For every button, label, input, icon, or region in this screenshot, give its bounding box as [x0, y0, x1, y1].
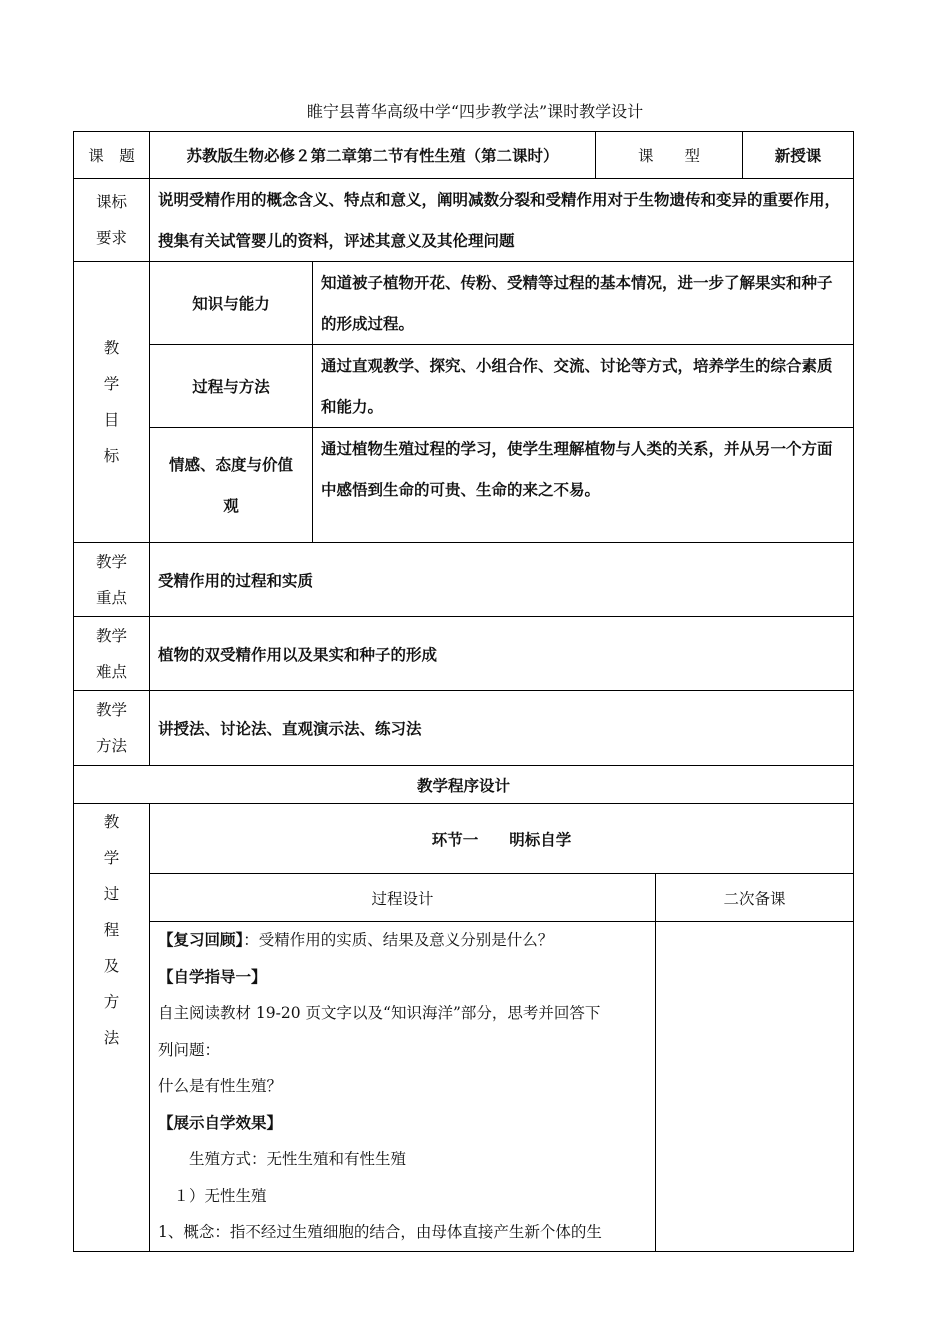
process-line — [158, 1068, 649, 1105]
goal-row-knowledge — [74, 262, 854, 345]
process-content-row — [74, 922, 854, 1252]
process-line-text: 生殖方式：无性生殖和有性生殖 — [158, 1150, 407, 1168]
process-line — [158, 1141, 649, 1178]
standard-label: 课标 要求 — [74, 179, 150, 262]
difficulty-label: 教学 难点 — [74, 617, 150, 691]
process-line — [158, 1214, 649, 1251]
lesson-plan-table — [73, 131, 854, 1252]
process-side-label: 教 学 过 程 及 方 法 — [103, 813, 120, 1047]
process-line — [158, 959, 649, 996]
stage-row — [74, 804, 854, 874]
topic-value: 苏教版生物必修２第二章第二节有性生殖（第二课时） — [150, 132, 596, 179]
method-text: 讲授法、讨论法、直观演示法、练习法 — [150, 691, 854, 766]
process-design-header: 过程设计 — [150, 874, 656, 922]
process-content — [150, 922, 656, 1252]
method-row — [74, 691, 854, 766]
topic-row — [74, 132, 854, 179]
goal-label-process: 过程与方法 — [150, 345, 313, 428]
program-title: 教学程序设计 — [74, 766, 854, 804]
stage-title: 环节一 明标自学 — [150, 804, 854, 874]
method-label: 教学 方法 — [74, 691, 150, 766]
process-line-text: 自主阅读教材 19-20 页文字以及“知识海洋”部分，思考并回答下 — [158, 1004, 601, 1022]
type-value: 新授课 — [743, 132, 854, 179]
standard-text: 说明受精作用的概念含义、特点和意义，阐明减数分裂和受精作用对于生物遗传和变异的重要作用，搜集有关试管婴儿的资料，评述其意义及其伦理问题 — [150, 179, 854, 262]
process-header-row — [74, 874, 854, 922]
goal-row-process — [74, 345, 854, 428]
process-side-cell — [74, 804, 150, 1252]
goal-row-emotion — [74, 428, 854, 543]
key-point-row — [74, 543, 854, 617]
process-line-bold: 【复习回顾】 — [158, 930, 244, 949]
second-prep-cell — [656, 922, 854, 1252]
difficulty-row — [74, 617, 854, 691]
second-prep-header: 二次备课 — [656, 874, 854, 922]
goal-text-process: 通过直观教学、探究、小组合作、交流、讨论等方式，培养学生的综合素质和能力。 — [313, 345, 854, 428]
goal-label-knowledge: 知识与能力 — [150, 262, 313, 345]
key-point-text: 受精作用的过程和实质 — [150, 543, 854, 617]
type-label: 课 型 — [596, 132, 743, 179]
document-title: 睢宁县菁华高级中学“四步教学法”课时教学设计 — [306, 102, 644, 121]
goal-label-emotion: 情感、态度与价值观 — [150, 428, 313, 543]
process-line — [158, 922, 649, 959]
process-line-text: ：受精作用的实质、结果及意义分别是什么？ — [243, 931, 554, 949]
process-line-bold: 【展示自学效果】 — [158, 1112, 283, 1132]
process-line — [158, 1178, 649, 1215]
process-line-text: １）无性生殖 — [158, 1186, 267, 1205]
process-line — [158, 1105, 649, 1142]
process-line — [158, 1032, 649, 1069]
difficulty-text: 植物的双受精作用以及果实和种子的形成 — [150, 617, 854, 691]
standard-row — [74, 179, 854, 262]
goals-label: 教 学 目 标 — [74, 262, 150, 543]
topic-label: 课 题 — [74, 132, 150, 179]
key-point-label: 教学 重点 — [74, 543, 150, 617]
process-line — [158, 995, 649, 1032]
process-line-text: 1、概念：指不经过生殖细胞的结合，由母体直接产生新个体的生 — [158, 1223, 602, 1241]
goal-text-knowledge: 知道被子植物开花、传粉、受精等过程的基本情况，进一步了解果实和种子的形成过程。 — [313, 262, 854, 345]
process-line-text: 列问题： — [158, 1040, 221, 1059]
program-title-row — [74, 766, 854, 804]
process-line-bold: 【自学指导一】 — [158, 966, 267, 986]
goal-text-emotion: 通过植物生殖过程的学习，使学生理解植物与人类的关系，并从另一个方面中感悟到生命的可贵、生命的来之不易。 — [313, 428, 854, 543]
process-line-text: 什么是有性生殖？ — [158, 1077, 283, 1095]
